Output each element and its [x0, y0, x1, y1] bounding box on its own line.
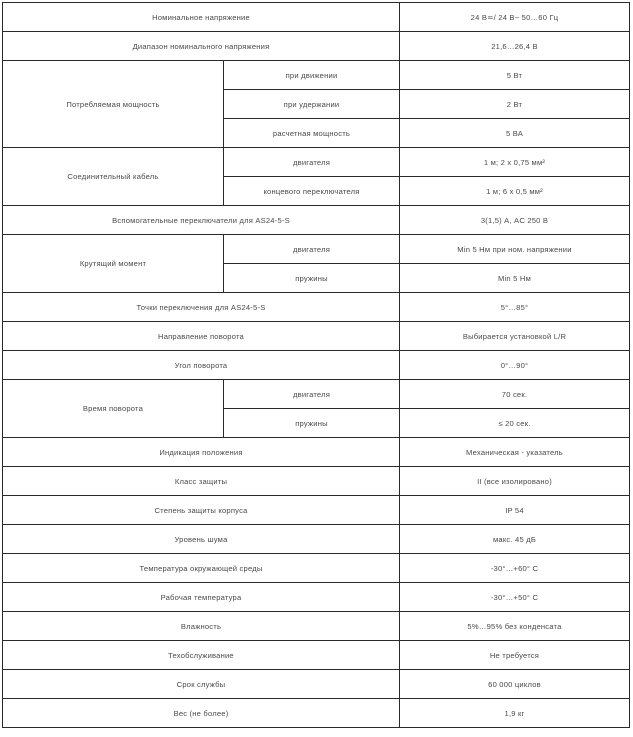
spec-label: Вспомогательные переключатели для AS24-5-S	[3, 206, 400, 235]
table-row	[3, 554, 630, 583]
spec-label: Уровень шума	[3, 525, 400, 554]
spec-sublabel: при удержании	[224, 90, 400, 119]
spec-label: Влажность	[3, 612, 400, 641]
spec-sublabel: двигателя	[224, 148, 400, 177]
spec-label: Направление поворота	[3, 322, 400, 351]
spec-label: Диапазон номинального напряжения	[3, 32, 400, 61]
table-row	[3, 293, 630, 322]
table-row	[3, 32, 630, 61]
spec-value: 5 ВА	[400, 119, 630, 148]
spec-value: 1 м; 6 х 0,5 мм²	[400, 177, 630, 206]
spec-sublabel: двигателя	[224, 380, 400, 409]
table-row	[3, 641, 630, 670]
spec-value: макс. 45 дБ	[400, 525, 630, 554]
spec-value: 0°…90°	[400, 351, 630, 380]
table-row	[3, 699, 630, 728]
table-row	[3, 612, 630, 641]
spec-value: Выбирается установкой L/R	[400, 322, 630, 351]
spec-value: Не требуется	[400, 641, 630, 670]
spec-label: Потребляемая мощность	[3, 61, 224, 148]
table-row	[3, 322, 630, 351]
table-row	[3, 351, 630, 380]
spec-value: 1,9 кг	[400, 699, 630, 728]
spec-label: Техобслуживание	[3, 641, 400, 670]
spec-value: -30°…+50° С	[400, 583, 630, 612]
table-row	[3, 496, 630, 525]
table-row	[3, 467, 630, 496]
spec-value: Min 5 Нм	[400, 264, 630, 293]
spec-label: Номинальное напряжение	[3, 3, 400, 32]
spec-label: Степень защиты корпуса	[3, 496, 400, 525]
spec-sublabel: при движении	[224, 61, 400, 90]
spec-label: Крутящий момент	[3, 235, 224, 293]
spec-label: Индикация положения	[3, 438, 400, 467]
spec-value: II (все изолировано)	[400, 467, 630, 496]
spec-label: Точки переключения для AS24-5-S	[3, 293, 400, 322]
spec-value: IP 54	[400, 496, 630, 525]
table-row	[3, 235, 630, 264]
spec-label: Температура окружающей среды	[3, 554, 400, 583]
table-row	[3, 380, 630, 409]
spec-value: 24 В≂/ 24 В~ 50…60 Гц	[400, 3, 630, 32]
spec-value: 5%…95% без конденсата	[400, 612, 630, 641]
specifications-table	[2, 2, 630, 728]
table-row	[3, 525, 630, 554]
spec-value: 3(1,5) А, AC 250 В	[400, 206, 630, 235]
spec-label: Рабочая температура	[3, 583, 400, 612]
spec-value: Min 5 Нм при ном. напряжении	[400, 235, 630, 264]
table-row	[3, 438, 630, 467]
spec-sublabel: пружины	[224, 409, 400, 438]
spec-value: 5°…85°	[400, 293, 630, 322]
spec-sublabel: концевого переключателя	[224, 177, 400, 206]
spec-label: Угол поворота	[3, 351, 400, 380]
spec-value: 2 Вт	[400, 90, 630, 119]
spec-value: 5 Вт	[400, 61, 630, 90]
table-row	[3, 148, 630, 177]
spec-value: 70 сек.	[400, 380, 630, 409]
table-row	[3, 3, 630, 32]
spec-value: ≤ 20 сек.	[400, 409, 630, 438]
spec-sublabel: двигателя	[224, 235, 400, 264]
table-row	[3, 61, 630, 90]
spec-label: Время поворота	[3, 380, 224, 438]
spec-label: Класс защиты	[3, 467, 400, 496]
spec-value: 21,6…26,4 В	[400, 32, 630, 61]
spec-sublabel: расчетная мощность	[224, 119, 400, 148]
table-row	[3, 670, 630, 699]
spec-value: Механическая - указатель	[400, 438, 630, 467]
spec-sublabel: пружины	[224, 264, 400, 293]
spec-label: Срок службы	[3, 670, 400, 699]
spec-label: Соединительный кабель	[3, 148, 224, 206]
spec-value: -30°…+60° С	[400, 554, 630, 583]
table-row	[3, 583, 630, 612]
spec-label: Вес (не более)	[3, 699, 400, 728]
spec-value: 60 000 циклов	[400, 670, 630, 699]
table-row	[3, 206, 630, 235]
spec-value: 1 м; 2 х 0,75 мм²	[400, 148, 630, 177]
